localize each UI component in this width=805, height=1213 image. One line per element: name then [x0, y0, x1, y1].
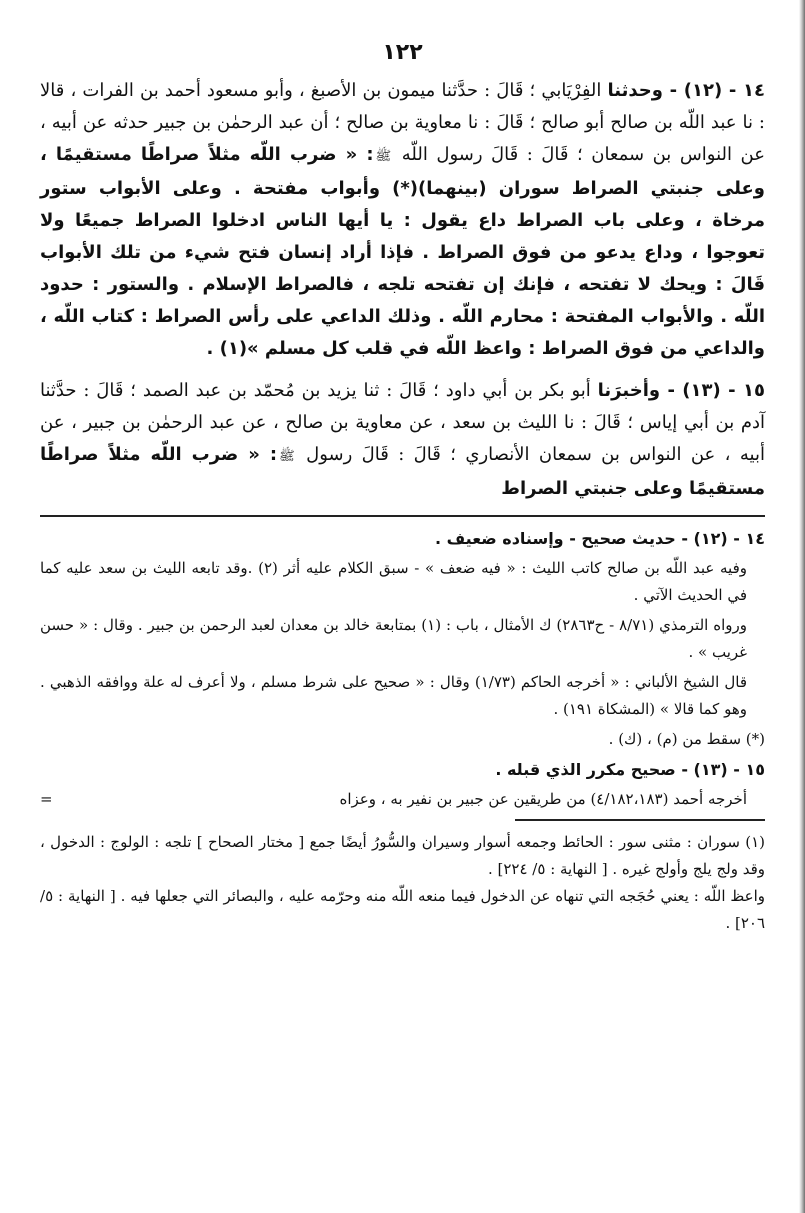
page-number: ١٢٢ [382, 40, 423, 65]
note-15-text: أخرجه أحمد (٤/١٨٢،١٨٣) من طريقين عن جبير بن نفير به ، وعزاه [339, 790, 747, 808]
hadith-15-lead: ١٥ - (١٣) - وأخبرَنا [597, 380, 766, 401]
hadith-15 [40, 375, 765, 505]
scan-edge [799, 0, 805, 1213]
hadith-14-isnad: الفِرْيَابي ؛ قَالَ : حدَّثنا ميمون بن الأصبغ ، وأبو مسعود أحمد بن الفرات ، قالا : نا عبد اللّه بن صالح أبو صالح ؛ قَالَ : نا معاوية بن صالح ؛ أن عبد الرحمٰن بن جبير حدثه عن أبيه ، عن النواس بن سمعان ؛ قَالَ : قَالَ رسول اللّه [40, 80, 765, 165]
note-14-line: ورواه الترمذي (٨/٧١ - ح٢٨٦٣) ك الأمثال ، باب : (١) بمتابعة خالد بن معدان لعبد الرحمن بن جبير . وقال : « حسن غريب » . [40, 616, 747, 661]
notes-divider [40, 515, 765, 517]
book-page [40, 40, 765, 937]
note-14-heading: ١٤ - (١٢) - حديث صحيح - وإسناده ضعيف . [434, 529, 765, 548]
note-15-line [40, 786, 765, 813]
hadith-14 [40, 75, 765, 365]
salawat-symbol: ﷺ [375, 149, 392, 164]
footnotes [40, 829, 765, 937]
continuation-mark: = [40, 790, 53, 808]
hadith-15-isnad: أبو بكر بن أبي داود ؛ قَالَ : ثنا يزيد بن مُحمّد بن عبد الصمد ؛ قَالَ : حدَّثنا آدم بن أبي إياس ؛ قَالَ : نا الليث بن سعد ، عن معاوية بن صالح ، عن عبد الرحمٰن بن جبير ، عن أبيه ، عن النواس بن سمعان الأنصاري ؛ قَالَ : قَالَ رسول [40, 380, 765, 465]
takhrij-notes [40, 525, 765, 813]
footnote-1: (١) سوران : مثنى سور : الحائط وجمعه أسوار وسيران والسُّورُ أيضًا جمع [ مختار الصحاح ] تلجه : الولوج : الدخول ، وقد ولج يلج وأولج غيره . [ النهاية : ٥/ ٢٢٤] . [40, 833, 765, 878]
note-14-line: وفيه عبد اللّه بن صالح كاتب الليث : « فيه ضعف » - سبق الكلام عليه أثر (٢) .وقد تابعه الليث بن سعد عليه كما في الحديث الآتي . [40, 559, 747, 604]
note-14-line: قال الشيخ الألباني : « أخرجه الحاكم (١/٧٣) وقال : « صحيح على شرط مسلم ، ولا أعرف له علة ووافقه الذهبي . وهو كما قالا » (المشكاة ١٩١) . [40, 673, 748, 718]
star-note: (*) سقط من (م) ، (ك) . [608, 730, 765, 748]
note-15-heading: ١٥ - (١٣) - صحيح مكرر الذي قبله . [495, 760, 765, 779]
hadith-15-matn: : « ضرب اللّه مثلاً صراطًا مستقيمًا وعلى جنبتي الصراط [40, 444, 765, 499]
salawat-symbol: ﷺ [279, 449, 295, 464]
hadith-14-lead: ١٤ - (١٢) - وحدثنا [607, 80, 766, 101]
main-text [40, 75, 765, 505]
footnote-divider [515, 819, 765, 821]
footnote-1-continued: واعظ اللّه : يعني حُجَجه التي تنهاه عن الدخول فيما منعه اللّه منه وحرّمه عليه ، والبصائر التي جعلها فيه . [ النهاية : ٥/ ٢٠٦] . [40, 887, 765, 932]
hadith-14-matn: : « ضرب اللّه مثلاً صراطًا مستقيمًا ، وعلى جنبتي الصراط سوران (بينهما)(*) وأبواب مفتحة . وعلى الأبواب ستور مرخاة ، وعلى باب الصراط داع يقول : يا أيها الناس ادخلوا الصراط جميعًا ولا تعوجوا ، وداع يدعو من فوق الصراط . فإذا أراد إنسان فتح شيء من تلك الأبواب قَالَ : ويحك لا تفتحه ، فإنك إن تفتحه تلجه ، فالصراط الإسلام . والستور : حدود اللّه . والأبواب المفتحة : محارم اللّه . وذلك الداعي على رأس الصراط : كتاب اللّه ، والداعي من فوق الصراط : واعظ اللّه في قلب كل مسلم »(١) . [40, 144, 765, 359]
